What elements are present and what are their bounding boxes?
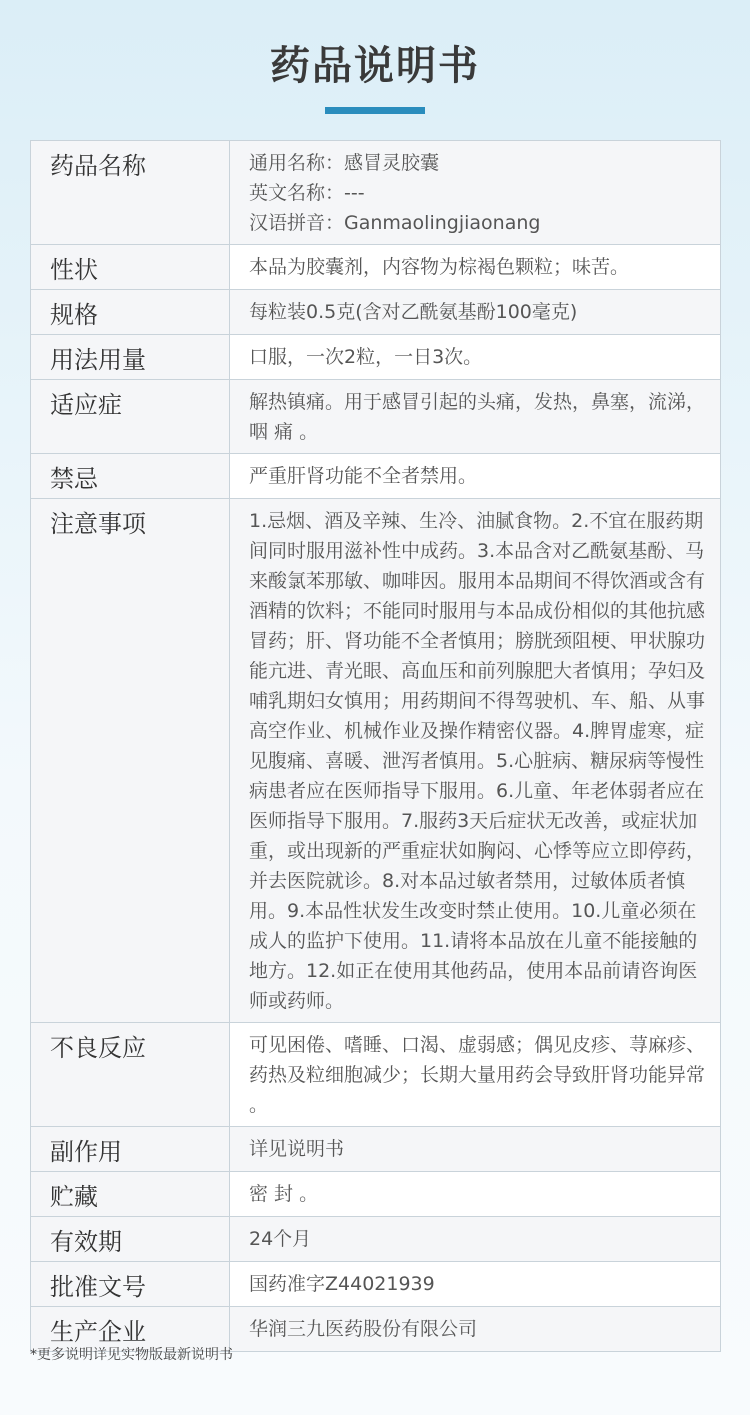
spec-value — [230, 1307, 721, 1352]
spec-value-line: 可见困倦、嗜睡、口渴、虚弱感；偶见皮疹、荨麻疹、药热及粒细胞减少；长期大量用药会导致肝肾功能异常 。 — [249, 1034, 706, 1116]
spec-value — [230, 1217, 721, 1262]
spec-value — [230, 1023, 721, 1127]
spec-value-line: 详见说明书 — [249, 1138, 345, 1160]
spec-value — [230, 290, 721, 335]
spec-table — [30, 140, 721, 1352]
spec-value-line: 密 封 。 — [249, 1183, 319, 1205]
spec-value — [230, 1262, 721, 1307]
spec-label: 贮藏 — [31, 1172, 230, 1217]
spec-value-line: 英文名称：--- — [249, 182, 365, 204]
spec-row — [31, 290, 721, 335]
spec-row — [31, 499, 721, 1023]
spec-row — [31, 1217, 721, 1262]
spec-value-line: 国药准字Z44021939 — [249, 1273, 435, 1295]
spec-value-line: 本品为胶囊剂，内容物为棕褐色颗粒；味苦。 — [249, 256, 630, 278]
spec-label: 禁忌 — [31, 454, 230, 499]
spec-label: 适应症 — [31, 380, 230, 454]
spec-label: 性状 — [31, 245, 230, 290]
spec-value — [230, 245, 721, 290]
spec-value-line: 24个月 — [249, 1228, 312, 1250]
spec-value-line: 解热镇痛。用于感冒引起的头痛，发热，鼻塞，流涕，咽 痛 。 — [249, 391, 706, 443]
spec-value — [230, 141, 721, 245]
spec-value — [230, 335, 721, 380]
spec-row — [31, 1262, 721, 1307]
spec-value — [230, 380, 721, 454]
spec-label: 用法用量 — [31, 335, 230, 380]
spec-label: 注意事项 — [31, 499, 230, 1023]
spec-label: 不良反应 — [31, 1023, 230, 1127]
spec-value-line: 严重肝肾功能不全者禁用。 — [249, 465, 478, 487]
spec-label: 有效期 — [31, 1217, 230, 1262]
spec-value — [230, 1127, 721, 1172]
footnote: *更多说明详见实物版最新说明书 — [30, 1347, 233, 1363]
spec-row — [31, 454, 721, 499]
spec-value — [230, 1172, 721, 1217]
spec-value-line: 1.忌烟、酒及辛辣、生冷、油腻食物。2.不宜在服药期间同时服用滋补性中成药。3.本品含对乙酰氨基酚、马来酸氯苯那敏、咖啡因。服用本品期间不得饮酒或含有酒精的饮料；不能同时服用与本品成份相似的其他抗感冒药；肝、肾功能不全者慎用；膀胱颈阻梗、甲状腺功能亢进、青光眼、高血压和前列腺肥大者慎用；孕妇及哺乳期妇女慎用；用药期间不得驾驶机、车、船、从事高空作业、机械作业及操作精密仪器。4.脾胃虚寒，症见腹痛、喜暖、泄泻者慎用。5.心脏病、糖尿病等慢性病患者应在医师指导下服用。6.儿童、年老体弱者应在医师指导下服用。7.服药3天后症状无改善，或症状加重，或出现新的严重症状如胸闷、心悸等应立即停药，并去医院就诊。8.对本品过敏者禁用，过敏体质者慎用。9.本品性状发生改变时禁止使用。10.儿童必须在成人的监护下使用。11.请将本品放在儿童不能接触的地方。12.如正在使用其他药品，使用本品前请咨询医师或药师。 — [249, 510, 706, 1012]
spec-value — [230, 454, 721, 499]
spec-row — [31, 1172, 721, 1217]
spec-row — [31, 141, 721, 245]
spec-value-line: 每粒装0.5克(含对乙酰氨基酚100毫克) — [249, 301, 578, 323]
spec-row — [31, 245, 721, 290]
spec-row — [31, 1127, 721, 1172]
spec-value-line: 口服，一次2粒，一日3次。 — [249, 346, 483, 368]
spec-row — [31, 1023, 721, 1127]
spec-value-line: 汉语拼音：Ganmaolingjiaonang — [249, 212, 541, 234]
spec-label: 生产企业 — [31, 1307, 230, 1352]
spec-label: 批准文号 — [31, 1262, 230, 1307]
spec-label: 规格 — [31, 290, 230, 335]
spec-row — [31, 335, 721, 380]
spec-row — [31, 380, 721, 454]
spec-label: 药品名称 — [31, 141, 230, 245]
spec-value-line: 华润三九医药股份有限公司 — [249, 1318, 478, 1340]
spec-value-line: 通用名称：感冒灵胶囊 — [249, 152, 440, 174]
spec-label: 副作用 — [31, 1127, 230, 1172]
spec-value — [230, 499, 721, 1023]
page-title: 药品说明书 — [270, 43, 480, 89]
title-underline — [325, 107, 425, 114]
